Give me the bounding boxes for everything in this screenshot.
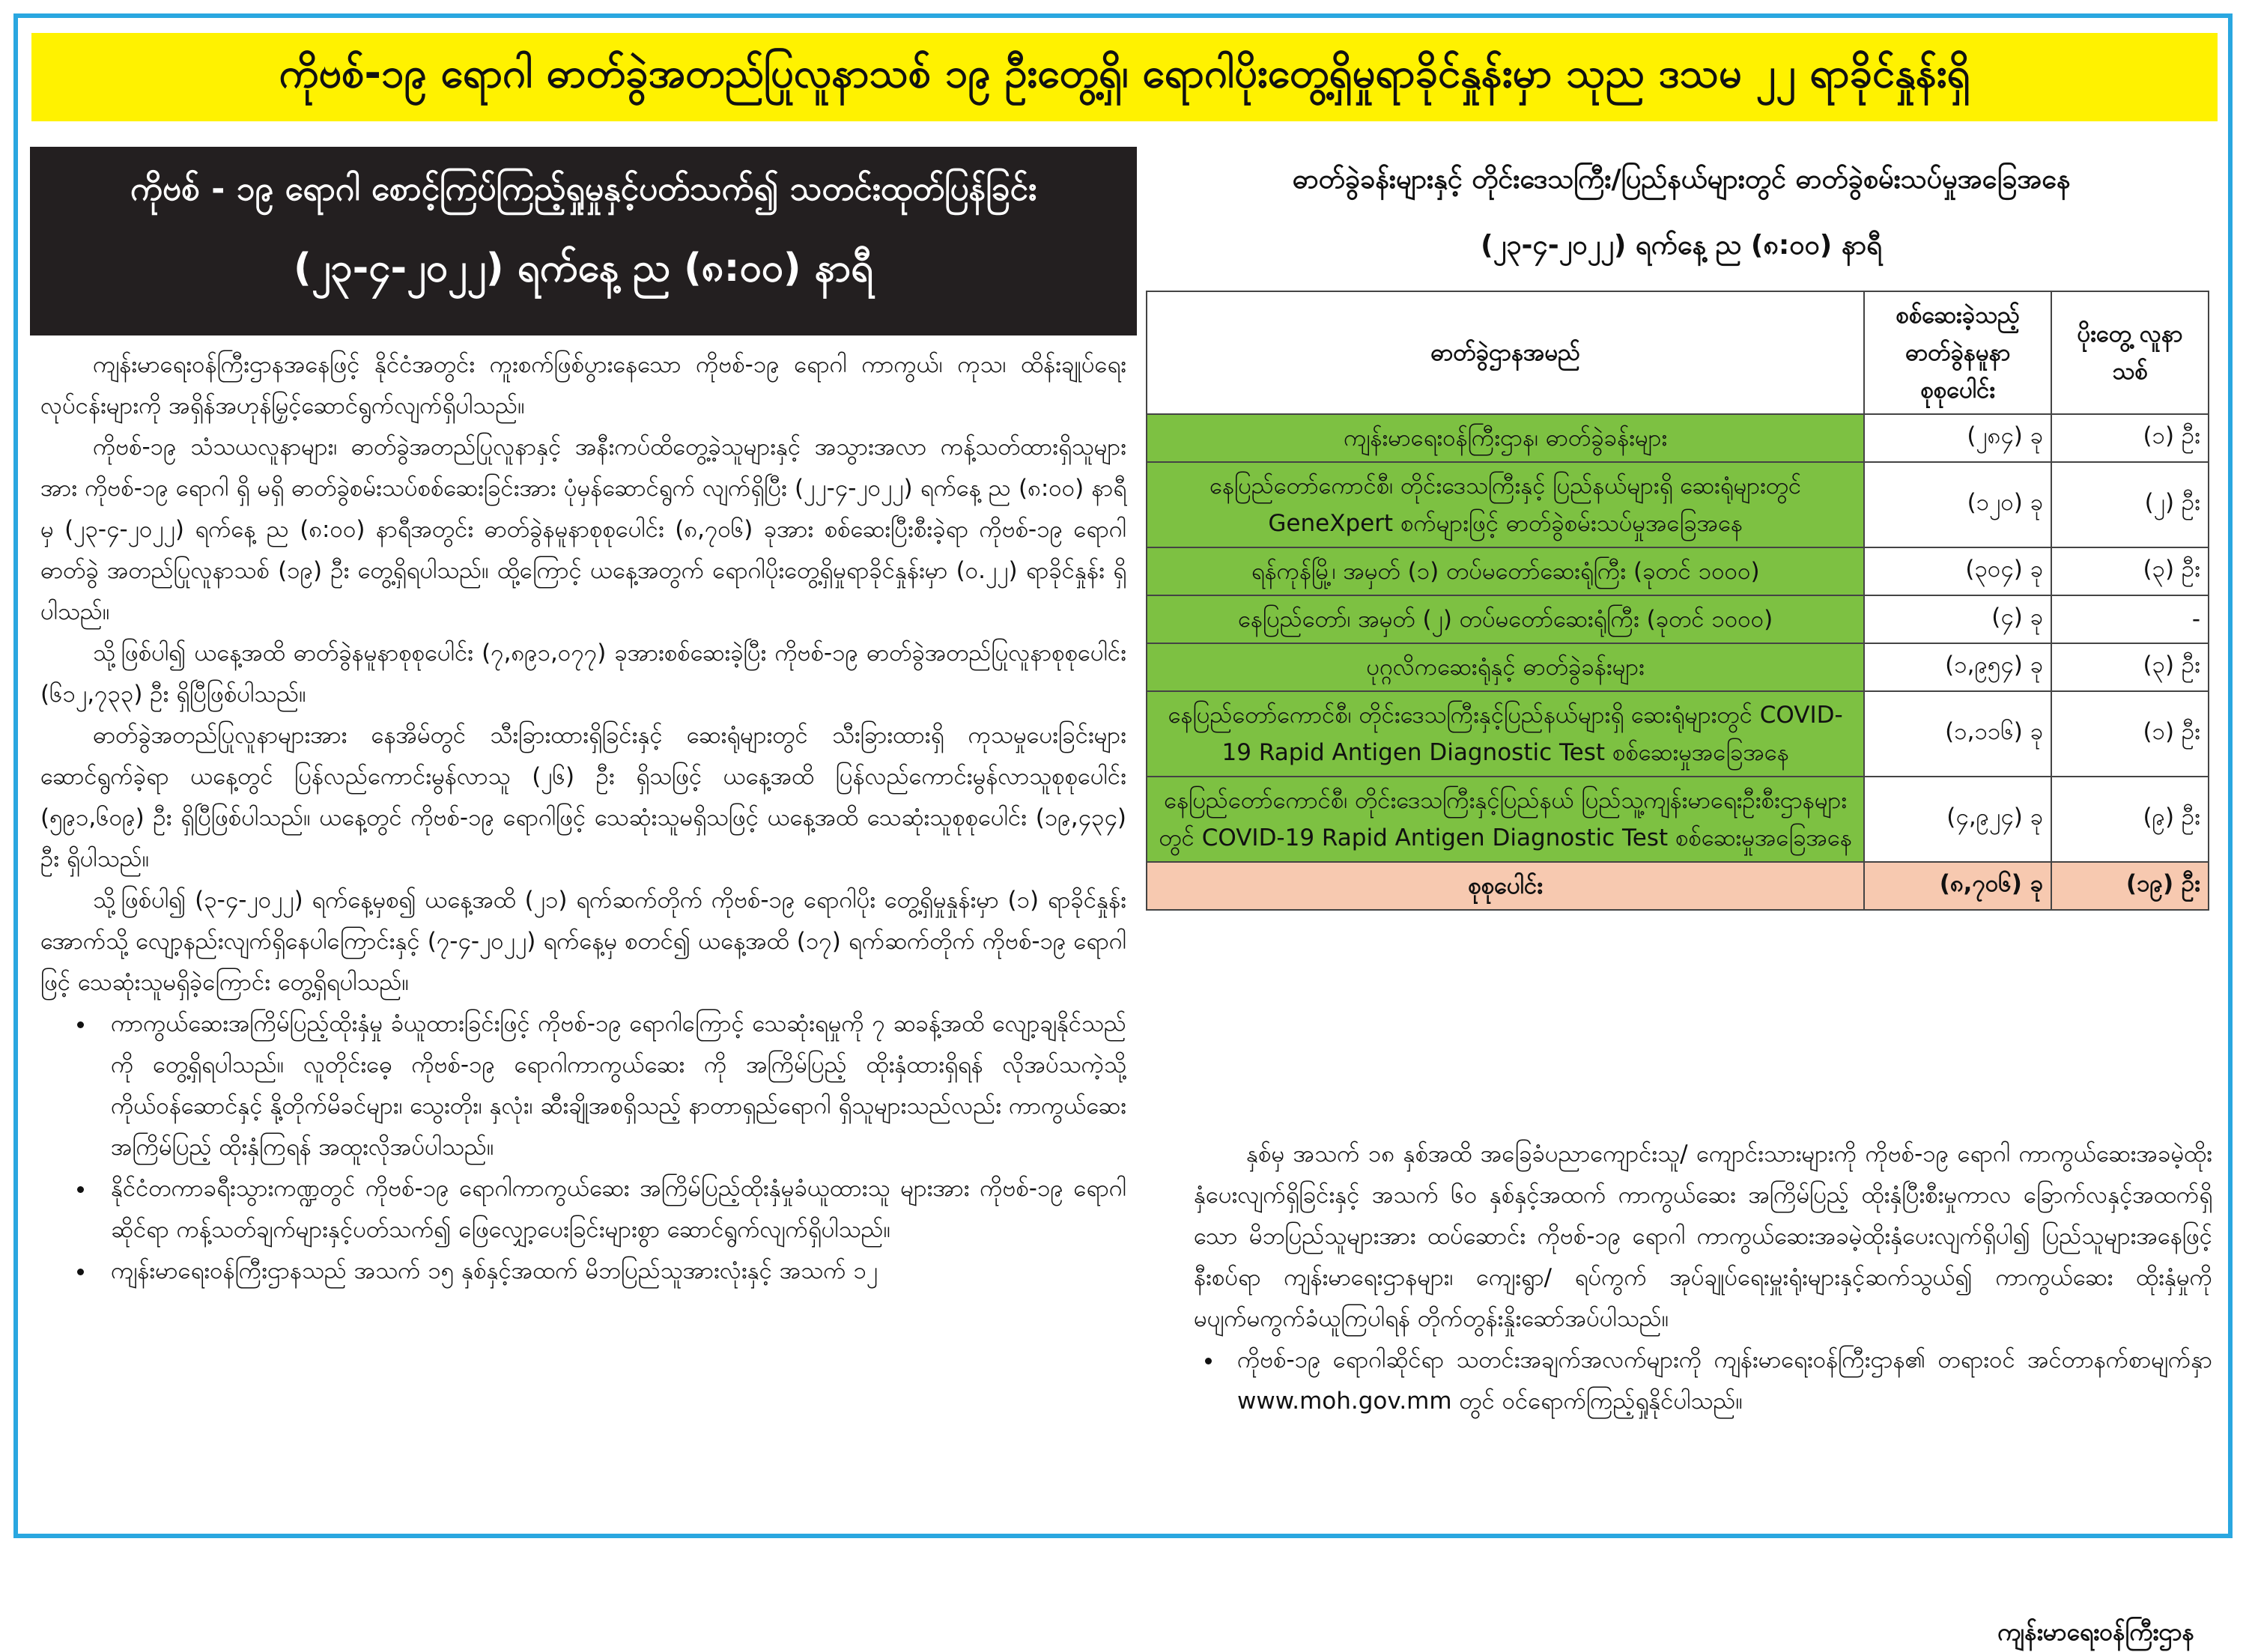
left-column xyxy=(30,147,1137,1292)
paragraph: ဓာတ်ခွဲအတည်ပြုလူနာများအား နေအိမ်တွင် သီးခြားထားရှိခြင်းနှင့် ဆေးရုံများတွင် သီးခြားထားရှိ ကုသမှုပေးခြင်းများ ဆောင်ရွက်ခဲ့ရာ ယနေ့တွင် ပြန်လည်ကောင်းမွန်လာသူ (၂၆) ဦး ရှိသဖြင့် ယနေ့အထိ ပြန်လည်ကောင်းမွန်လာသူစုစုပေါင်း (၅၉၁,၆၀၉) ဦး ရှိပြီဖြစ်ပါသည်။ ယနေ့တွင် ကိုဗစ်-၁၉ ရောဂါဖြင့် သေဆုံးသူမရှိသဖြင့် ယနေ့အထိ သေဆုံးသူစုစုပေါင်း (၁၉,၄၃၄) ဦး ရှိပါသည်။ xyxy=(40,722,1126,872)
table-row xyxy=(1147,691,2209,777)
bullet-item: • ကျန်းမာရေးဝန်ကြီးဌာနသည် အသက် ၁၅ နှစ်နှင့်အထက် မိဘပြည်သူအားလုံးနှင့် အသက် ၁၂ xyxy=(96,1251,1126,1292)
table-total-row xyxy=(1147,862,2209,910)
press-release-title: ကိုဗစ် - ၁၉ ရောဂါ စောင့်ကြပ်ကြည့်ရှုမှုနှင့်ပတ်သက်၍ သတင်းထုတ်ပြန်ခြင်း xyxy=(130,170,1037,208)
positive-count: (၁) ဦး xyxy=(2051,414,2209,462)
paragraph: သို့ဖြစ်ပါ၍ ယနေ့အထိ ဓာတ်ခွဲနမူနာစုစုပေါင်း (၇,၈၉၁,၀၇၇) ခုအားစစ်ဆေးခဲ့ပြီး ကိုဗစ်-၁၉ ဓာတ်ခွဲအတည်ပြုလူနာစုစုပေါင်း (၆၁၂,၇၃၃) ဦး ရှိပြီဖြစ်ပါသည်။ xyxy=(40,640,1126,708)
lab-name: ရန်ကုန်မြို့၊ အမှတ် (၁) တပ်မတော်ဆေးရုံကြီး (ခုတင် ၁၀၀၀) xyxy=(1147,547,1864,595)
press-release-header xyxy=(30,147,1137,335)
headline-banner xyxy=(31,33,2218,121)
total-positive: (၁၉) ဦး xyxy=(2051,862,2209,910)
lab-results-table xyxy=(1146,291,2209,911)
lab-name: ကျန်းမာရေးဝန်ကြီးဌာန၊ ဓာတ်ခွဲခန်းများ xyxy=(1147,414,1864,462)
right-notes xyxy=(1194,1134,2212,1422)
lab-name: ပုဂ္ဂလိကဆေးရုံနှင့် ဓာတ်ခွဲခန်းများ xyxy=(1147,643,1864,691)
table-row xyxy=(1147,595,2209,643)
total-samples: (၈,၇၀၆) ခု xyxy=(1864,862,2051,910)
headline: ကိုဗစ်-၁၉ ရောဂါ ဓာတ်ခွဲအတည်ပြုလူနာသစ် ၁၉ ဦးတွေ့ရှိ၊ ရောဂါပိုးတွေ့ရှိမှုရာခိုင်နှုန်းမှာ သုည ဒသမ ၂၂ ရာခိုင်နှုန်းရှိ xyxy=(279,49,1970,97)
lab-table-heading xyxy=(1146,147,2217,279)
right-column xyxy=(1146,147,2217,1646)
positive-count: (၂) ဦး xyxy=(2051,462,2209,547)
col-header-positive: ပိုးတွေ့ လူနာသစ် xyxy=(2051,291,2209,414)
samples-count: (၁,၉၅၄) ခု xyxy=(1864,643,2051,691)
bullet-list xyxy=(1194,1340,2212,1422)
positive-count: (၃) ဦး xyxy=(2051,547,2209,595)
samples-count: (၄,၉၂၄) ခု xyxy=(1864,777,2051,862)
bullet-list xyxy=(40,1003,1126,1292)
positive-count: (၃) ဦး xyxy=(2051,643,2209,691)
positive-count: - xyxy=(2051,595,2209,643)
positive-count: (၁) ဦး xyxy=(2051,691,2209,777)
positive-count: (၉) ဦး xyxy=(2051,777,2209,862)
lab-name: နေပြည်တော်၊ အမှတ် (၂) တပ်မတော်ဆေးရုံကြီး (ခုတင် ၁၀၀၀) xyxy=(1147,595,1864,643)
table-row xyxy=(1147,462,2209,547)
samples-count: (၄) ခု xyxy=(1864,595,2051,643)
paragraph: နှစ်မှ အသက် ၁၈ နှစ်အထိ အခြေခံပညာကျောင်းသူ/ ကျောင်းသားများကို ကိုဗစ်-၁၉ ရောဂါ ကာကွယ်ဆေးအခမဲ့ထိုးနှံပေးလျက်ရှိခြင်းနှင့် အသက် ၆၀ နှစ်နှင့်အထက် ကာကွယ်ဆေး အကြိမ်ပြည့် ထိုးနှံပြီးစီးမှုကာလ ခြောက်လနှင့်အထက်ရှိသော မိဘပြည်သူများအား ထပ်ဆောင်း ကိုဗစ်-၁၉ ရောဂါ ကာကွယ်ဆေးအခမဲ့ထိုးနှံပေးလျက်ရှိပါ၍ ပြည်သူများအနေဖြင့် နီးစပ်ရာ ကျန်းမာရေးဌာနများ၊ ကျေးရွာ/ ရပ်ကွက် အုပ်ချုပ်ရေးမှူးရုံးများနှင့်ဆက်သွယ်၍ ကာကွယ်ဆေး ထိုးနှံမှုကို မပျက်မကွက်ခံယူကြပါရန် တိုက်တွန်းနှိုးဆော်အပ်ပါသည်။ xyxy=(1194,1141,2212,1332)
samples-count: (၂၈၄) ခု xyxy=(1864,414,2051,462)
samples-count: (၁၂၀) ခု xyxy=(1864,462,2051,547)
col-header-samples: စစ်ဆေးခဲ့သည့် ဓာတ်ခွဲနမူနာ စုစုပေါင်း xyxy=(1864,291,2051,414)
bullet-item: • ကာကွယ်ဆေးအကြိမ်ပြည့်ထိုးနှံမှု ခံယူထားခြင်းဖြင့် ကိုဗစ်-၁၉ ရောဂါကြောင့် သေဆုံးရမှုကို ၇ ဆခန့်အထိ လျော့ချနိုင်သည်ကို တွေ့ရှိရပါသည်။ လူတိုင်းဓေ့ ကိုဗစ်-၁၉ ရောဂါကာကွယ်ဆေး ကို အကြိမ်ပြည့် ထိုးနှံထားရှိရန် လိုအပ်သကဲ့သို့ ကိုယ်ဝန်ဆောင်နှင့် နို့တိုက်မိခင်များ၊ သွေးတိုး၊ နှလုံး၊ ဆီးချိုအစရှိသည့် နာတာရှည်ရောဂါ ရှိသူများသည်လည်း ကာကွယ်ဆေးအကြိမ်ပြည့် ထိုးနှံကြရန် အထူးလိုအပ်ပါသည်။ xyxy=(96,1003,1126,1168)
bullet-item: • နိုင်ငံတကာခရီးသွားကဏ္ဍတွင် ကိုဗစ်-၁၉ ရောဂါကာကွယ်ဆေး အကြိမ်ပြည့်ထိုးနှံမှုခံယူထားသူ များအား ကိုဗစ်-၁၉ ရောဂါဆိုင်ရာ ကန့်သတ်ချက်များနှင့်ပတ်သက်၍ ဖြေလျှော့ပေးခြင်းများစွာ ဆောင်ရွက်လျက်ရှိပါသည်။ xyxy=(96,1168,1126,1251)
lab-table-title: ဓာတ်ခွဲခန်းများနှင့် တိုင်းဒေသကြီး/ပြည်နယ်များတွင် ဓာတ်ခွဲစမ်းသပ်မှုအခြေအနေ xyxy=(1292,164,2071,195)
lab-table-date: (၂၃-၄-၂၀၂၂) ရက်နေ့ ည (၈:၀၀) နာရီ xyxy=(1481,230,1882,261)
table-row xyxy=(1147,777,2209,862)
press-release-body xyxy=(30,335,1137,1292)
total-label: စုစုပေါင်း xyxy=(1147,862,1864,910)
paragraph: ကိုဗစ်-၁၉ သံသယလူနာများ၊ ဓာတ်ခွဲအတည်ပြုလူနာနှင့် အနီးကပ်ထိတွေ့ခဲ့သူများနှင့် အသွားအလာ ကန့်သတ်ထားရှိသူများအား ကိုဗစ်-၁၉ ရောဂါ ရှိ မရှိ ဓာတ်ခွဲစမ်းသပ်စစ်ဆေးခြင်းအား ပုံမှန်ဆောင်ရွက် လျက်ရှိပြီး (၂၂-၄-၂၀၂၂) ရက်နေ့ ည (၈:၀၀) နာရီမှ (၂၃-၄-၂၀၂၂) ရက်နေ့ ည (၈:၀၀) နာရီအတွင်း ဓာတ်ခွဲနမူနာစုစုပေါင်း (၈,၇၀၆) ခုအား စစ်ဆေးပြီးစီးခဲ့ရာ ကိုဗစ်-၁၉ ရောဂါ ဓာတ်ခွဲ အတည်ပြုလူနာသစ် (၁၉) ဦး တွေ့ရှိရပါသည်။ ထို့ကြောင့် ယနေ့အတွက် ရောဂါပိုးတွေ့ရှိမှုရာခိုင်နှုန်းမှာ (၀.၂၂) ရာခိုင်နှုန်း ရှိပါသည်။ xyxy=(40,434,1126,625)
table-header-row xyxy=(1147,291,2209,414)
samples-count: (၁,၁၁၆) ခု xyxy=(1864,691,2051,777)
press-release-date: (၂၃-၄-၂၀၂၂) ရက်နေ့ ည (၈:၀၀) နာရီ xyxy=(294,246,873,291)
lab-name: နေပြည်တော်ကောင်စီ၊ တိုင်းဒေသကြီးနှင့်ပြည်နယ် ပြည်သူ့ကျန်းမာရေးဦးစီးဌာနများတွင် COVID-19 Rapid Antigen Diagnostic Test စစ်ဆေးမှုအခြေအနေ xyxy=(1147,777,1864,862)
table-row xyxy=(1147,414,2209,462)
table-row xyxy=(1147,643,2209,691)
paragraph: ကျန်းမာရေးဝန်ကြီးဌာနအနေဖြင့် နိုင်ငံအတွင်း ကူးစက်ဖြစ်ပွားနေသော ကိုဗစ်-၁၉ ရောဂါ ကာကွယ်၊ ကုသ၊ ထိန်းချုပ်ရေးလုပ်ငန်းများကို အရှိန်အဟုန်မြှင့်ဆောင်ရွက်လျက်ရှိပါသည်။ xyxy=(40,351,1126,419)
paragraph: သို့ဖြစ်ပါ၍ (၃-၄-၂၀၂၂) ရက်နေ့မှစ၍ ယနေ့အထိ (၂၁) ရက်ဆက်တိုက် ကိုဗစ်-၁၉ ရောဂါပိုး တွေ့ရှိမှုနှုန်းမှာ (၁) ရာခိုင်နှုန်းအောက်သို့ လျော့နည်းလျက်ရှိနေပါကြောင်းနှင့် (၇-၄-၂၀၂၂) ရက်နေ့မှ စတင်၍ ယနေ့အထိ (၁၇) ရက်ဆက်တိုက် ကိုဗစ်-၁၉ ရောဂါဖြင့် သေဆုံးသူမရှိခဲ့ကြောင်း တွေ့ရှိရပါသည်။ xyxy=(40,887,1126,996)
col-header-lab: ဓာတ်ခွဲဌာနအမည် xyxy=(1147,291,1864,414)
lab-name: နေပြည်တော်ကောင်စီ၊ တိုင်းဒေသကြီးနှင့် ပြည်နယ်များရှိ ဆေးရုံများတွင် GeneXpert စက်များဖြင့် ဓာတ်ခွဲစမ်းသပ်မှုအခြေအနေ xyxy=(1147,462,1864,547)
lab-name: နေပြည်တော်ကောင်စီ၊ တိုင်းဒေသကြီးနှင့်ပြည်နယ်များရှိ ဆေးရုံများတွင် COVID-19 Rapid Antigen Diagnostic Test စစ်ဆေးမှုအခြေအနေ xyxy=(1147,691,1864,777)
bullet-item: • ကိုဗစ်-၁၉ ရောဂါဆိုင်ရာ သတင်းအချက်အလက်များကို ကျန်းမာရေးဝန်ကြီးဌာန၏ တရားဝင် အင်တာနက်စာမျက်နှာ www.moh.gov.mm တွင် ဝင်ရောက်ကြည့်ရှုနိုင်ပါသည်။ xyxy=(1224,1340,2212,1422)
signature: ကျန်းမာရေးဝန်ကြီးဌာန xyxy=(1997,1618,2194,1646)
table-row xyxy=(1147,547,2209,595)
samples-count: (၃၀၄) ခု xyxy=(1864,547,2051,595)
